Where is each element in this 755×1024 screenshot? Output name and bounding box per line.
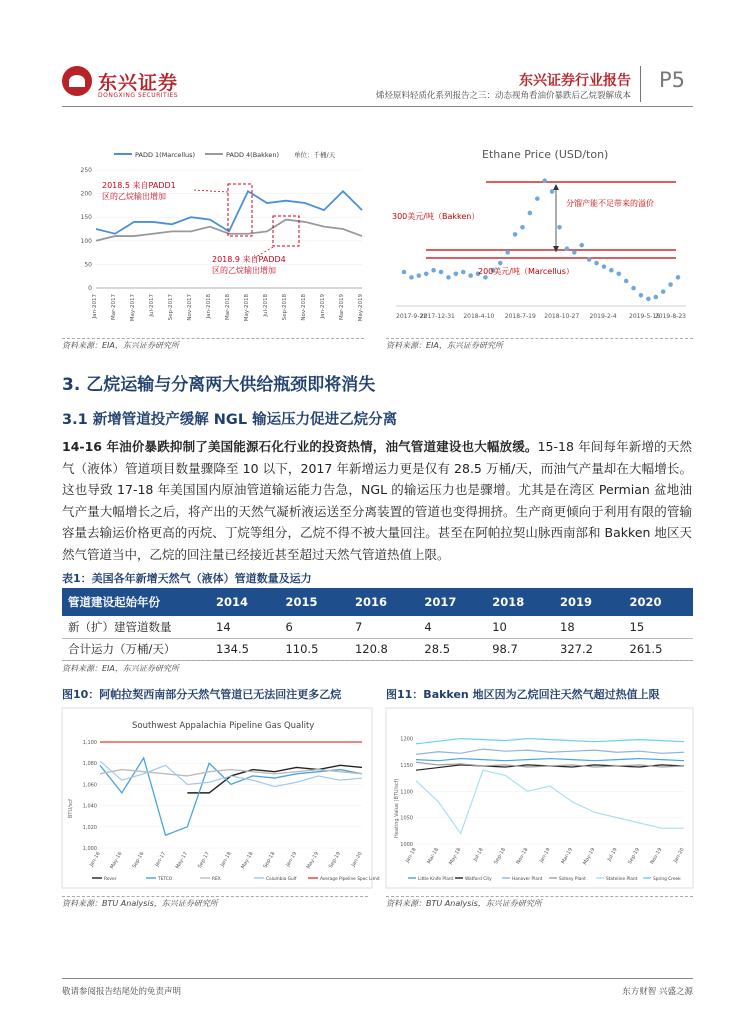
header-rule bbox=[62, 106, 693, 107]
x-tick-label: Mar-2017 bbox=[111, 294, 117, 321]
x-tick-label: Jan-2019 bbox=[320, 294, 326, 319]
x-tick-label: Sep-19 bbox=[327, 851, 342, 870]
x-tick-label: May-18 bbox=[240, 851, 255, 870]
bakken-annotation: 300美元/吨（Bakken） bbox=[392, 212, 480, 221]
price-point bbox=[513, 232, 518, 237]
x-tick-label: Sep-16 bbox=[131, 851, 146, 870]
x-tick-label: Jan-20 bbox=[672, 847, 686, 864]
x-tick-label: Jan-2018 bbox=[206, 294, 212, 319]
legend-label: Spring Creek bbox=[653, 877, 681, 882]
table-header-cell: 2020 bbox=[624, 588, 694, 616]
page-number: P5 bbox=[659, 68, 686, 92]
price-point bbox=[646, 297, 651, 302]
table-caption: 表1：美国各年新增天然气（液体）管道数量及运力 bbox=[62, 572, 312, 585]
chart-legend bbox=[114, 150, 336, 159]
x-tick-label: 2018-4-10 bbox=[463, 313, 495, 320]
fig11-ylabel: Heating Value (BTU/scf) bbox=[394, 778, 400, 838]
annotation-1-line2: 区的乙烷输出增加 bbox=[102, 192, 166, 201]
x-tick-label: 2018-7-19 bbox=[504, 313, 536, 320]
x-tick-label: Jan-18 bbox=[219, 851, 233, 868]
footer-rule bbox=[62, 978, 693, 979]
ethane-chart-title: Ethane Price (USD/ton) bbox=[482, 148, 609, 161]
body-paragraph bbox=[62, 436, 692, 565]
table-cell: 134.5 bbox=[210, 638, 279, 660]
legend-label: Sidney Plant bbox=[559, 877, 586, 882]
x-tick-label: Sep-17 bbox=[196, 851, 211, 870]
right-chart-source: 资料来源：EIA，东兴证券研究所 bbox=[386, 341, 503, 350]
table-cell: 261.5 bbox=[624, 638, 694, 660]
price-point bbox=[587, 257, 592, 262]
report-subtitle: 烯烃原料轻质化系列报告之三：动态视角看油价暴跌后乙烷裂解成本 bbox=[375, 91, 631, 101]
y-tick-label: 1,000 bbox=[82, 846, 97, 852]
x-tick-label: Jan-19 bbox=[538, 847, 552, 864]
x-tick-label: May-17 bbox=[174, 851, 190, 870]
source-divider bbox=[62, 338, 364, 339]
price-point bbox=[550, 189, 555, 194]
legend-label: REX bbox=[212, 877, 221, 882]
price-point bbox=[439, 270, 444, 275]
section-heading: 3. 乙烷运输与分离两大供给瓶颈即将消失 bbox=[62, 375, 376, 395]
company-logo bbox=[62, 66, 192, 106]
price-point bbox=[498, 261, 503, 266]
y-tick-label: 1200 bbox=[400, 736, 413, 743]
fig11-source: 资料来源：BTU Analysis，东兴证券研究所 bbox=[386, 899, 542, 908]
figure11-caption: 图11：Bakken 地区因为乙烷回注天然气超过热值上限 bbox=[386, 688, 660, 701]
header-divider bbox=[640, 66, 641, 102]
y-tick-label: 250 bbox=[80, 167, 92, 174]
x-tick-label: May-18 bbox=[447, 847, 463, 866]
paragraph-body: 15-18 年间每年新增的天然气（液体）管道项目数量骤降至 10 以下，2017 年新增运力更是仅有 28.5 万桶/天，而油气产量却在大幅增长。这也导致 17-18 年美国国内原油管道输运能力告急，NGL 的输运压力也是骤增。尤其是在湾区 Permian 盆地油气产量大幅增长之后，将产出的天然气凝析液运送至分离装置的管道也变得拥挤。生产商更倾向于利用有限的管输容量去输运价格更高的丙烷、丁烷等组分，乙烷不得不被大量回注。甚至在阿帕拉契山脉西南部和 Bakken 地区天然气管道当中，乙烷的回注量已经接近甚至超过天然气管道热值上限。 bbox=[62, 439, 692, 562]
table-cell: 新（扩）建管道数量 bbox=[62, 616, 210, 638]
table-cell: 120.8 bbox=[349, 638, 418, 660]
price-point bbox=[594, 261, 599, 266]
price-point bbox=[417, 273, 422, 278]
x-tick-label: Sep-18 bbox=[493, 847, 508, 866]
price-point bbox=[602, 264, 607, 269]
source-divider bbox=[386, 896, 693, 897]
paragraph-lead: 14-16 年油价暴跌抑制了美国能源石化行业的投资热情，油气管道建设也大幅放缓。 bbox=[62, 439, 538, 454]
fig10-title: Southwest Appalachia Pipeline Gas Quality bbox=[132, 721, 315, 731]
footer-disclaimer: 敬请参阅报告结尾处的免责声明 bbox=[62, 987, 182, 997]
x-tick-label: Sep-19 bbox=[627, 847, 642, 866]
table-header-cell: 2015 bbox=[279, 588, 348, 616]
y-tick-label: 150 bbox=[80, 214, 92, 222]
table-cell: 合计运力（万桶/天） bbox=[62, 638, 210, 660]
subsection-heading: 3.1 新增管道投产缓解 NGL 输运压力促进乙烷分离 bbox=[62, 412, 398, 428]
x-tick-label: 2017-9-22 bbox=[396, 313, 428, 320]
x-tick-label: May-16 bbox=[109, 851, 124, 870]
y-tick-label: 0 bbox=[88, 285, 92, 292]
table-cell: 98.7 bbox=[486, 638, 554, 660]
x-tick-label: Nov-18 bbox=[515, 847, 530, 866]
chart-axes bbox=[81, 167, 364, 321]
legend-label: Little Knife Plant bbox=[418, 877, 454, 882]
price-point bbox=[639, 293, 644, 298]
logo-subtext: DONGXING SECURITIES bbox=[98, 92, 179, 99]
fig10-source: 资料来源：BTU Analysis，东兴证券研究所 bbox=[62, 899, 218, 908]
x-tick-label: Jul-19 bbox=[606, 847, 619, 863]
x-tick-label: Nov-19 bbox=[649, 847, 664, 866]
pipeline-table bbox=[62, 588, 693, 661]
price-point bbox=[505, 250, 510, 255]
y-tick-label: 50 bbox=[84, 261, 92, 269]
footer-slogan: 东方财智 兴盛之源 bbox=[622, 987, 693, 997]
x-tick-label: Jan-20 bbox=[350, 851, 364, 868]
x-tick-label: Sep-2018 bbox=[282, 294, 288, 321]
table-cell: 18 bbox=[554, 616, 623, 638]
source-divider bbox=[62, 660, 693, 661]
table-cell: 14 bbox=[210, 616, 279, 638]
x-tick-label: Mar-2018 bbox=[225, 294, 231, 321]
table-cell: 327.2 bbox=[554, 638, 623, 660]
x-tick-label: Jan-16 bbox=[88, 851, 102, 868]
price-point bbox=[424, 271, 429, 276]
legend-label: TETCO bbox=[158, 877, 173, 882]
price-point bbox=[653, 295, 658, 300]
x-tick-label: 2017-12-31 bbox=[419, 313, 455, 320]
bakken-heating-value-chart bbox=[386, 708, 693, 888]
legend-label: Hanover Plant bbox=[512, 877, 543, 882]
table-row bbox=[62, 638, 693, 660]
price-point bbox=[402, 270, 407, 275]
price-point bbox=[631, 286, 636, 291]
price-point bbox=[668, 282, 673, 287]
price-point bbox=[461, 270, 466, 275]
table-header-cell: 2017 bbox=[418, 588, 486, 616]
x-tick-label: Mar-18 bbox=[426, 847, 441, 865]
report-title: 东兴证券行业报告 bbox=[519, 73, 631, 89]
price-point bbox=[616, 271, 621, 276]
ethane-price-chart bbox=[386, 140, 693, 336]
logo-mark bbox=[62, 66, 92, 96]
table-cell: 4 bbox=[418, 616, 486, 638]
table-cell: 6 bbox=[279, 616, 348, 638]
table-cell: 15 bbox=[624, 616, 694, 638]
chart-annotations bbox=[102, 180, 299, 275]
table-header-cell: 2016 bbox=[349, 588, 418, 616]
y-tick-label: 1,060 bbox=[82, 782, 97, 789]
y-tick-label: 1000 bbox=[400, 842, 413, 848]
table-cell: 7 bbox=[349, 616, 418, 638]
table-cell: 28.5 bbox=[418, 638, 486, 660]
price-point bbox=[409, 275, 414, 280]
fig10-ylabel: BTU/scf bbox=[68, 799, 74, 818]
x-tick-label: Nov-2017 bbox=[187, 294, 193, 321]
legend-label: Average Pipeline Spec Limit bbox=[320, 877, 380, 882]
x-tick-label: 2018-10-27 bbox=[544, 313, 580, 320]
annotation-2-line1: 2018.9 来自PADD4 bbox=[212, 255, 286, 264]
x-tick-label: Jan-2017 bbox=[92, 294, 98, 319]
x-tick-label: Mar-2019 bbox=[339, 294, 345, 321]
table-header-cell: 2018 bbox=[486, 588, 554, 616]
annotation-1-line1: 2018.5 来自PADD1 bbox=[102, 181, 176, 190]
marcellus-annotation: 200美元/吨（Marcellus） bbox=[478, 267, 574, 276]
chart-axes bbox=[396, 306, 686, 320]
appalachia-gas-quality-chart bbox=[62, 708, 380, 888]
y-tick-label: 1050 bbox=[400, 815, 413, 822]
legend-label: Rover bbox=[104, 877, 117, 882]
premium-annotation: 分馏产能不足带来的溢价 bbox=[566, 199, 654, 208]
logo-text: 东兴证券 bbox=[98, 72, 179, 94]
table-row bbox=[62, 616, 693, 638]
legend-label: Watford City bbox=[465, 877, 492, 882]
table-header-row bbox=[62, 588, 693, 616]
left-chart-source: 资料来源：EIA，东兴证券研究所 bbox=[62, 341, 179, 350]
table-header-cell: 2019 bbox=[554, 588, 623, 616]
annotation-2-line2: 区的乙烷输出增加 bbox=[212, 266, 276, 275]
table-header-cell: 2014 bbox=[210, 588, 279, 616]
price-point bbox=[676, 275, 681, 280]
ethane-export-chart bbox=[62, 140, 374, 336]
x-tick-label: May-2019 bbox=[358, 294, 364, 322]
price-point bbox=[446, 275, 451, 280]
chart-unit: 单位：千桶/天 bbox=[294, 151, 336, 159]
y-tick-label: 1,100 bbox=[82, 740, 97, 746]
x-tick-label: Jul-2017 bbox=[149, 294, 155, 317]
price-point bbox=[572, 250, 577, 255]
x-tick-label: Jul-18 bbox=[472, 847, 485, 863]
price-points bbox=[402, 178, 681, 301]
legend-label: Stateline Plant bbox=[606, 877, 638, 882]
source-divider bbox=[62, 896, 368, 897]
x-tick-label: Jul-2018 bbox=[263, 294, 269, 317]
x-tick-label: Jan-17 bbox=[154, 851, 168, 868]
price-point bbox=[624, 279, 629, 284]
y-tick-label: 1100 bbox=[400, 789, 413, 796]
y-tick-label: 100 bbox=[80, 237, 92, 245]
y-tick-label: 1,020 bbox=[82, 824, 97, 831]
x-tick-label: Jan-19 bbox=[285, 851, 299, 868]
x-tick-label: Jan-18 bbox=[404, 847, 418, 864]
legend-padd1: PADD 1(Marcellus) bbox=[135, 151, 196, 159]
x-tick-label: May-19 bbox=[581, 847, 597, 866]
table-cell: 10 bbox=[486, 616, 554, 638]
price-point bbox=[454, 271, 459, 276]
price-point bbox=[520, 225, 525, 230]
figure10-caption: 图10：阿帕拉契西南部分天然气管道已无法回注更多乙烷 bbox=[62, 688, 342, 701]
x-tick-label: 2019-8-23 bbox=[654, 313, 686, 320]
source-divider bbox=[386, 338, 693, 339]
y-tick-label: 1,040 bbox=[82, 803, 97, 810]
legend-label: Columbia Gulf bbox=[266, 877, 297, 882]
price-point bbox=[557, 225, 562, 230]
price-point bbox=[661, 289, 666, 294]
y-tick-label: 1,080 bbox=[82, 761, 97, 768]
x-tick-label: Sep-2017 bbox=[168, 294, 174, 321]
price-point bbox=[542, 178, 547, 183]
table-source: 资料来源：EIA，东兴证券研究所 bbox=[62, 664, 179, 673]
y-tick-label: 1150 bbox=[400, 762, 413, 769]
x-tick-label: Sep-18 bbox=[262, 851, 277, 870]
x-tick-label: May-2018 bbox=[244, 294, 250, 322]
x-tick-label: May-2017 bbox=[130, 294, 136, 322]
price-point bbox=[468, 273, 473, 278]
x-tick-label: May-19 bbox=[305, 851, 321, 870]
x-tick-label: Mar-19 bbox=[560, 847, 575, 865]
price-point bbox=[579, 243, 584, 248]
price-point bbox=[565, 246, 570, 251]
y-tick-label: 200 bbox=[80, 190, 92, 198]
price-point bbox=[431, 268, 436, 273]
x-tick-label: Nov-2018 bbox=[301, 294, 307, 321]
price-point bbox=[609, 268, 614, 273]
table-header-cell: 管道建设起始年份 bbox=[62, 588, 210, 616]
x-tick-label: 2019-2-4 bbox=[589, 313, 617, 320]
legend-padd4: PADD 4(Bakken) bbox=[226, 151, 280, 159]
price-point bbox=[528, 211, 533, 216]
table-cell: 110.5 bbox=[279, 638, 348, 660]
price-point bbox=[535, 196, 540, 201]
x-tick-label: 2019-5-15 bbox=[629, 313, 661, 320]
